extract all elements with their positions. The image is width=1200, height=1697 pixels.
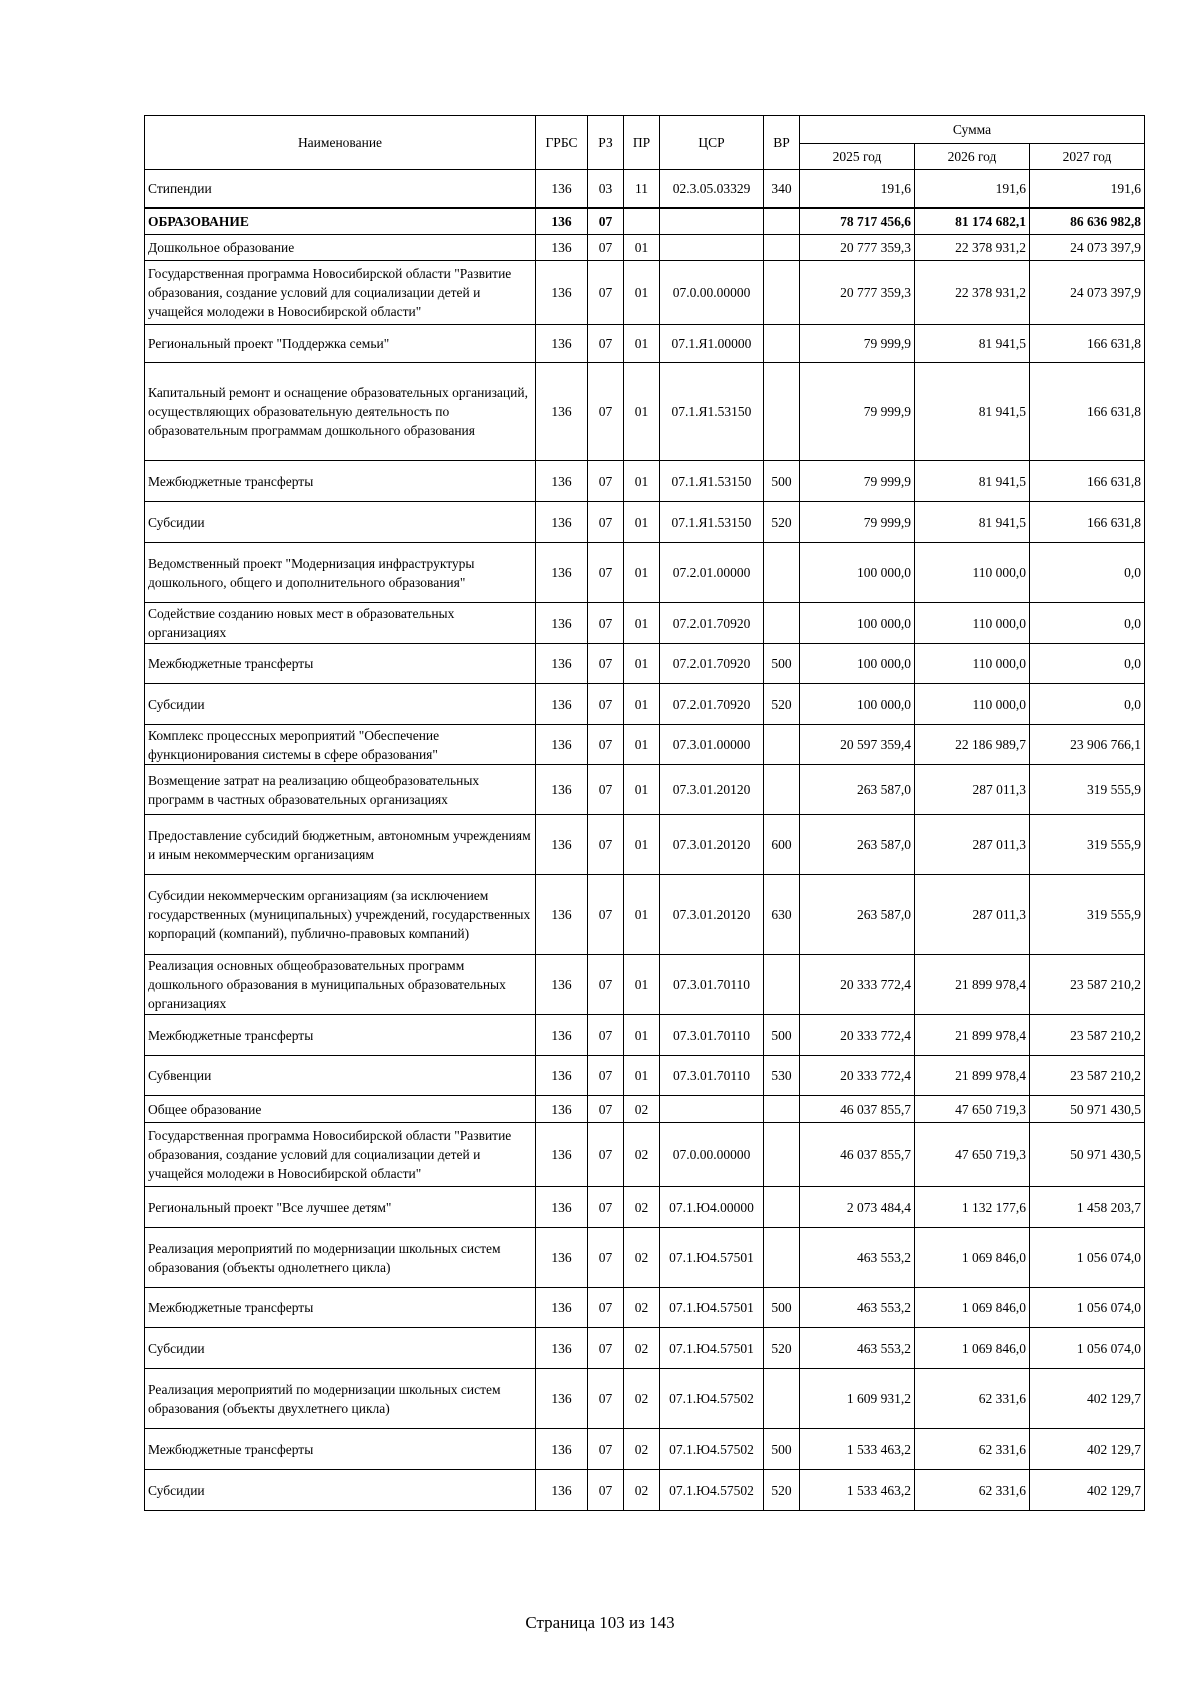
row-pr — [624, 208, 660, 235]
row-csr: 07.1.Я1.53150 — [660, 502, 764, 543]
row-grbs: 136 — [536, 1470, 588, 1511]
row-amount-2026: 21 899 978,4 — [915, 1015, 1030, 1056]
table-row — [145, 603, 1145, 644]
row-amount-2026: 191,6 — [915, 170, 1030, 208]
row-amount-2026: 287 011,3 — [915, 815, 1030, 875]
row-vr: 500 — [764, 461, 800, 502]
row-amount-2026: 110 000,0 — [915, 644, 1030, 684]
table-row — [145, 461, 1145, 502]
row-amount-2025: 20 777 359,3 — [800, 235, 915, 261]
row-grbs: 136 — [536, 502, 588, 543]
row-amount-2026: 1 069 846,0 — [915, 1328, 1030, 1369]
col-header-sum: Сумма — [800, 116, 1145, 144]
row-csr: 07.1.Я1.00000 — [660, 325, 764, 363]
row-vr: 520 — [764, 684, 800, 725]
row-pr: 01 — [624, 955, 660, 1015]
row-grbs: 136 — [536, 235, 588, 261]
row-grbs: 136 — [536, 1328, 588, 1369]
row-amount-2026: 62 331,6 — [915, 1470, 1030, 1511]
row-amount-2027: 191,6 — [1030, 170, 1145, 208]
row-vr — [764, 1369, 800, 1429]
row-amount-2027: 402 129,7 — [1030, 1429, 1145, 1470]
row-csr: 07.1.Ю4.57502 — [660, 1429, 764, 1470]
row-csr — [660, 235, 764, 261]
row-amount-2025: 2 073 484,4 — [800, 1187, 915, 1228]
row-name: Реализация мероприятий по модернизации школьных систем образования (объекты однолетнего цикла) — [145, 1228, 536, 1288]
row-csr: 07.2.01.70920 — [660, 684, 764, 725]
row-amount-2027: 319 555,9 — [1030, 875, 1145, 955]
row-rz: 07 — [588, 955, 624, 1015]
table-row — [145, 1228, 1145, 1288]
row-name: Комплекс процессных мероприятий "Обеспечение функционирования системы в сфере образования" — [145, 725, 536, 765]
row-rz: 07 — [588, 1328, 624, 1369]
row-name: Региональный проект "Все лучшее детям" — [145, 1187, 536, 1228]
row-amount-2026: 81 941,5 — [915, 461, 1030, 502]
row-amount-2027: 0,0 — [1030, 603, 1145, 644]
row-rz: 03 — [588, 170, 624, 208]
row-vr — [764, 543, 800, 603]
row-vr — [764, 261, 800, 325]
col-header-csr: ЦСР — [660, 116, 764, 170]
row-amount-2025: 79 999,9 — [800, 502, 915, 543]
row-grbs: 136 — [536, 765, 588, 815]
row-grbs: 136 — [536, 1288, 588, 1328]
row-grbs: 136 — [536, 684, 588, 725]
row-grbs: 136 — [536, 955, 588, 1015]
row-amount-2026: 287 011,3 — [915, 765, 1030, 815]
row-csr: 07.1.Я1.53150 — [660, 363, 764, 461]
row-vr — [764, 1228, 800, 1288]
row-amount-2026: 1 069 846,0 — [915, 1288, 1030, 1328]
row-amount-2026: 47 650 719,3 — [915, 1123, 1030, 1187]
table-row — [145, 1328, 1145, 1369]
row-pr: 02 — [624, 1187, 660, 1228]
row-amount-2026: 81 174 682,1 — [915, 208, 1030, 235]
row-name: Государственная программа Новосибирской области "Развитие образования, создание условий для социализации детей и учащейся молодежи в Новосибирской области" — [145, 261, 536, 325]
row-amount-2027: 23 906 766,1 — [1030, 725, 1145, 765]
row-csr: 07.2.01.70920 — [660, 644, 764, 684]
row-grbs: 136 — [536, 1056, 588, 1096]
row-amount-2025: 1 609 931,2 — [800, 1369, 915, 1429]
row-amount-2025: 20 333 772,4 — [800, 955, 915, 1015]
row-rz: 07 — [588, 208, 624, 235]
row-amount-2025: 100 000,0 — [800, 543, 915, 603]
table-row — [145, 1096, 1145, 1123]
table-row — [145, 363, 1145, 461]
row-amount-2026: 81 941,5 — [915, 502, 1030, 543]
row-name: Субсидии — [145, 684, 536, 725]
table-row — [145, 1187, 1145, 1228]
row-amount-2026: 81 941,5 — [915, 363, 1030, 461]
row-name: Субсидии — [145, 502, 536, 543]
table-row — [145, 1123, 1145, 1187]
table-row — [145, 644, 1145, 684]
row-pr: 01 — [624, 363, 660, 461]
row-rz: 07 — [588, 1056, 624, 1096]
row-name: Субвенции — [145, 1056, 536, 1096]
row-name: Межбюджетные трансферты — [145, 1288, 536, 1328]
row-amount-2025: 263 587,0 — [800, 875, 915, 955]
row-vr — [764, 325, 800, 363]
row-csr: 07.1.Я1.53150 — [660, 461, 764, 502]
row-name: Дошкольное образование — [145, 235, 536, 261]
row-csr — [660, 208, 764, 235]
row-pr: 02 — [624, 1328, 660, 1369]
row-grbs: 136 — [536, 1187, 588, 1228]
row-amount-2025: 46 037 855,7 — [800, 1123, 915, 1187]
row-amount-2025: 20 597 359,4 — [800, 725, 915, 765]
row-vr: 500 — [764, 1015, 800, 1056]
row-pr: 02 — [624, 1470, 660, 1511]
row-name: Ведомственный проект "Модернизация инфраструктуры дошкольного, общего и дополнительного образования" — [145, 543, 536, 603]
row-pr: 01 — [624, 684, 660, 725]
row-amount-2027: 23 587 210,2 — [1030, 1015, 1145, 1056]
row-amount-2026: 62 331,6 — [915, 1369, 1030, 1429]
row-csr: 07.1.Ю4.57502 — [660, 1470, 764, 1511]
row-csr: 02.3.05.03329 — [660, 170, 764, 208]
row-amount-2026: 47 650 719,3 — [915, 1096, 1030, 1123]
col-header-grbs: ГРБС — [536, 116, 588, 170]
table-row — [145, 170, 1145, 208]
row-csr: 07.1.Ю4.57501 — [660, 1288, 764, 1328]
row-vr — [764, 235, 800, 261]
col-header-rz: РЗ — [588, 116, 624, 170]
row-grbs: 136 — [536, 644, 588, 684]
row-name: Субсидии — [145, 1470, 536, 1511]
col-header-2026: 2026 год — [915, 144, 1030, 170]
row-grbs: 136 — [536, 461, 588, 502]
row-pr: 01 — [624, 725, 660, 765]
row-rz: 07 — [588, 1288, 624, 1328]
table-row — [145, 1015, 1145, 1056]
row-rz: 07 — [588, 1123, 624, 1187]
row-rz: 07 — [588, 1187, 624, 1228]
row-amount-2027: 402 129,7 — [1030, 1470, 1145, 1511]
row-amount-2027: 166 631,8 — [1030, 502, 1145, 543]
row-vr — [764, 603, 800, 644]
row-vr: 520 — [764, 1328, 800, 1369]
col-header-name: Наименование — [145, 116, 536, 170]
row-amount-2025: 79 999,9 — [800, 363, 915, 461]
row-csr: 07.1.Ю4.57501 — [660, 1228, 764, 1288]
row-vr — [764, 208, 800, 235]
row-vr: 520 — [764, 1470, 800, 1511]
row-vr — [764, 765, 800, 815]
row-vr — [764, 363, 800, 461]
row-amount-2027: 1 458 203,7 — [1030, 1187, 1145, 1228]
table-row — [145, 1056, 1145, 1096]
row-amount-2026: 21 899 978,4 — [915, 955, 1030, 1015]
row-grbs: 136 — [536, 1096, 588, 1123]
row-vr — [764, 955, 800, 1015]
row-rz: 07 — [588, 543, 624, 603]
row-amount-2025: 20 333 772,4 — [800, 1015, 915, 1056]
row-amount-2027: 86 636 982,8 — [1030, 208, 1145, 235]
row-rz: 07 — [588, 502, 624, 543]
row-csr: 07.3.01.70110 — [660, 1015, 764, 1056]
row-amount-2027: 166 631,8 — [1030, 461, 1145, 502]
row-vr: 500 — [764, 1288, 800, 1328]
row-amount-2027: 1 056 074,0 — [1030, 1328, 1145, 1369]
row-csr: 07.3.01.20120 — [660, 875, 764, 955]
row-amount-2026: 110 000,0 — [915, 684, 1030, 725]
row-name: Межбюджетные трансферты — [145, 644, 536, 684]
col-header-2027: 2027 год — [1030, 144, 1145, 170]
table-row — [145, 725, 1145, 765]
row-pr: 02 — [624, 1369, 660, 1429]
table-row — [145, 765, 1145, 815]
table-row — [145, 208, 1145, 235]
row-rz: 07 — [588, 875, 624, 955]
row-pr: 01 — [624, 235, 660, 261]
row-pr: 11 — [624, 170, 660, 208]
row-amount-2026: 62 331,6 — [915, 1429, 1030, 1470]
table-row — [145, 543, 1145, 603]
row-pr: 01 — [624, 1015, 660, 1056]
row-pr: 01 — [624, 543, 660, 603]
table-row — [145, 325, 1145, 363]
row-name: Государственная программа Новосибирской области "Развитие образования, создание условий для социализации детей и учащейся молодежи в Новосибирской области" — [145, 1123, 536, 1187]
row-grbs: 136 — [536, 261, 588, 325]
row-amount-2025: 20 777 359,3 — [800, 261, 915, 325]
row-amount-2025: 79 999,9 — [800, 461, 915, 502]
table-row — [145, 1470, 1145, 1511]
row-vr — [764, 1123, 800, 1187]
row-rz: 07 — [588, 1015, 624, 1056]
row-rz: 07 — [588, 235, 624, 261]
row-amount-2027: 50 971 430,5 — [1030, 1123, 1145, 1187]
col-header-2025: 2025 год — [800, 144, 915, 170]
row-grbs: 136 — [536, 543, 588, 603]
row-amount-2027: 319 555,9 — [1030, 815, 1145, 875]
row-amount-2027: 319 555,9 — [1030, 765, 1145, 815]
row-name: Стипендии — [145, 170, 536, 208]
row-rz: 07 — [588, 815, 624, 875]
row-amount-2026: 81 941,5 — [915, 325, 1030, 363]
row-pr: 01 — [624, 644, 660, 684]
row-pr: 01 — [624, 325, 660, 363]
row-amount-2027: 402 129,7 — [1030, 1369, 1145, 1429]
row-name: Региональный проект "Поддержка семьи" — [145, 325, 536, 363]
col-header-pr: ПР — [624, 116, 660, 170]
row-name: Капитальный ремонт и оснащение образовательных организаций, осуществляющих образовательную деятельность по образовательным программам дошкольного образования — [145, 363, 536, 461]
table-header — [145, 116, 1145, 170]
row-pr: 02 — [624, 1288, 660, 1328]
row-name: Субсидии — [145, 1328, 536, 1369]
row-amount-2027: 24 073 397,9 — [1030, 235, 1145, 261]
row-amount-2026: 21 899 978,4 — [915, 1056, 1030, 1096]
row-name: Возмещение затрат на реализацию общеобразовательных программ в частных образовательных организациях — [145, 765, 536, 815]
row-grbs: 136 — [536, 1429, 588, 1470]
row-name: ОБРАЗОВАНИЕ — [145, 208, 536, 235]
page-number: Страница 103 из 143 — [525, 1613, 675, 1632]
table-body — [145, 170, 1145, 1511]
row-grbs: 136 — [536, 363, 588, 461]
row-amount-2026: 1 132 177,6 — [915, 1187, 1030, 1228]
row-amount-2026: 287 011,3 — [915, 875, 1030, 955]
row-csr: 07.3.01.20120 — [660, 765, 764, 815]
row-name: Содействие созданию новых мест в образовательных организациях — [145, 603, 536, 644]
table-row — [145, 235, 1145, 261]
row-grbs: 136 — [536, 1228, 588, 1288]
row-vr: 630 — [764, 875, 800, 955]
row-grbs: 136 — [536, 875, 588, 955]
row-amount-2027: 23 587 210,2 — [1030, 1056, 1145, 1096]
budget-table — [144, 115, 1145, 1511]
row-amount-2027: 23 587 210,2 — [1030, 955, 1145, 1015]
row-amount-2025: 46 037 855,7 — [800, 1096, 915, 1123]
row-vr: 500 — [764, 644, 800, 684]
row-amount-2026: 1 069 846,0 — [915, 1228, 1030, 1288]
row-rz: 07 — [588, 684, 624, 725]
row-name: Межбюджетные трансферты — [145, 461, 536, 502]
row-amount-2026: 22 186 989,7 — [915, 725, 1030, 765]
row-grbs: 136 — [536, 1123, 588, 1187]
row-name: Субсидии некоммерческим организациям (за исключением государственных (муниципальных) учреждений, государственных корпораций (компаний), публично-правовых компаний) — [145, 875, 536, 955]
table-row — [145, 502, 1145, 543]
col-header-vr: ВР — [764, 116, 800, 170]
row-vr: 500 — [764, 1429, 800, 1470]
row-csr: 07.3.01.20120 — [660, 815, 764, 875]
row-name: Межбюджетные трансферты — [145, 1429, 536, 1470]
row-amount-2026: 110 000,0 — [915, 603, 1030, 644]
row-amount-2027: 1 056 074,0 — [1030, 1288, 1145, 1328]
row-csr: 07.0.00.00000 — [660, 1123, 764, 1187]
row-amount-2025: 1 533 463,2 — [800, 1470, 915, 1511]
row-rz: 07 — [588, 1429, 624, 1470]
row-amount-2027: 0,0 — [1030, 543, 1145, 603]
row-pr: 02 — [624, 1123, 660, 1187]
row-amount-2026: 110 000,0 — [915, 543, 1030, 603]
row-grbs: 136 — [536, 170, 588, 208]
row-pr: 01 — [624, 603, 660, 644]
row-vr: 530 — [764, 1056, 800, 1096]
row-amount-2027: 166 631,8 — [1030, 363, 1145, 461]
row-pr: 02 — [624, 1228, 660, 1288]
row-amount-2025: 100 000,0 — [800, 684, 915, 725]
row-csr: 07.3.01.00000 — [660, 725, 764, 765]
row-pr: 02 — [624, 1429, 660, 1470]
row-rz: 07 — [588, 725, 624, 765]
row-grbs: 136 — [536, 725, 588, 765]
row-amount-2025: 463 553,2 — [800, 1328, 915, 1369]
row-name: Предоставление субсидий бюджетным, автономным учреждениям и иным некоммерческим организациям — [145, 815, 536, 875]
row-rz: 07 — [588, 1470, 624, 1511]
row-amount-2025: 463 553,2 — [800, 1228, 915, 1288]
row-amount-2027: 0,0 — [1030, 644, 1145, 684]
row-csr: 07.1.Ю4.57501 — [660, 1328, 764, 1369]
row-pr: 01 — [624, 261, 660, 325]
row-csr: 07.2.01.00000 — [660, 543, 764, 603]
row-amount-2027: 166 631,8 — [1030, 325, 1145, 363]
row-vr — [764, 725, 800, 765]
row-pr: 01 — [624, 815, 660, 875]
row-amount-2027: 24 073 397,9 — [1030, 261, 1145, 325]
row-amount-2027: 1 056 074,0 — [1030, 1228, 1145, 1288]
row-grbs: 136 — [536, 1369, 588, 1429]
row-csr: 07.3.01.70110 — [660, 955, 764, 1015]
row-csr: 07.3.01.70110 — [660, 1056, 764, 1096]
row-vr — [764, 1187, 800, 1228]
row-amount-2025: 191,6 — [800, 170, 915, 208]
row-pr: 01 — [624, 502, 660, 543]
row-amount-2025: 100 000,0 — [800, 603, 915, 644]
row-rz: 07 — [588, 325, 624, 363]
row-csr: 07.2.01.70920 — [660, 603, 764, 644]
row-pr: 01 — [624, 875, 660, 955]
row-rz: 07 — [588, 1096, 624, 1123]
table-row — [145, 815, 1145, 875]
row-amount-2026: 22 378 931,2 — [915, 235, 1030, 261]
row-name: Реализация мероприятий по модернизации школьных систем образования (объекты двухлетнего цикла) — [145, 1369, 536, 1429]
row-rz: 07 — [588, 261, 624, 325]
row-amount-2025: 463 553,2 — [800, 1288, 915, 1328]
row-name: Общее образование — [145, 1096, 536, 1123]
row-rz: 07 — [588, 1228, 624, 1288]
row-amount-2025: 78 717 456,6 — [800, 208, 915, 235]
row-rz: 07 — [588, 461, 624, 502]
row-grbs: 136 — [536, 1015, 588, 1056]
row-vr: 520 — [764, 502, 800, 543]
row-vr: 600 — [764, 815, 800, 875]
row-pr: 01 — [624, 1056, 660, 1096]
row-csr: 07.1.Ю4.00000 — [660, 1187, 764, 1228]
row-amount-2026: 22 378 931,2 — [915, 261, 1030, 325]
table-row — [145, 955, 1145, 1015]
row-amount-2025: 100 000,0 — [800, 644, 915, 684]
row-pr: 01 — [624, 461, 660, 502]
row-amount-2025: 1 533 463,2 — [800, 1429, 915, 1470]
row-vr — [764, 1096, 800, 1123]
row-csr: 07.0.00.00000 — [660, 261, 764, 325]
row-amount-2027: 0,0 — [1030, 684, 1145, 725]
row-amount-2025: 263 587,0 — [800, 815, 915, 875]
row-vr: 340 — [764, 170, 800, 208]
table-row — [145, 261, 1145, 325]
row-grbs: 136 — [536, 208, 588, 235]
row-name: Реализация основных общеобразовательных программ дошкольного образования в муниципальных образовательных организациях — [145, 955, 536, 1015]
table-row — [145, 1369, 1145, 1429]
row-rz: 07 — [588, 1369, 624, 1429]
table-row — [145, 684, 1145, 725]
row-rz: 07 — [588, 603, 624, 644]
row-grbs: 136 — [536, 815, 588, 875]
table-row — [145, 875, 1145, 955]
table-row — [145, 1288, 1145, 1328]
row-grbs: 136 — [536, 603, 588, 644]
row-csr — [660, 1096, 764, 1123]
row-csr: 07.1.Ю4.57502 — [660, 1369, 764, 1429]
row-pr: 01 — [624, 765, 660, 815]
row-grbs: 136 — [536, 325, 588, 363]
row-amount-2025: 263 587,0 — [800, 765, 915, 815]
row-rz: 07 — [588, 644, 624, 684]
row-rz: 07 — [588, 363, 624, 461]
table-row — [145, 1429, 1145, 1470]
row-amount-2025: 20 333 772,4 — [800, 1056, 915, 1096]
row-amount-2025: 79 999,9 — [800, 325, 915, 363]
row-name: Межбюджетные трансферты — [145, 1015, 536, 1056]
row-rz: 07 — [588, 765, 624, 815]
row-pr: 02 — [624, 1096, 660, 1123]
row-amount-2027: 50 971 430,5 — [1030, 1096, 1145, 1123]
